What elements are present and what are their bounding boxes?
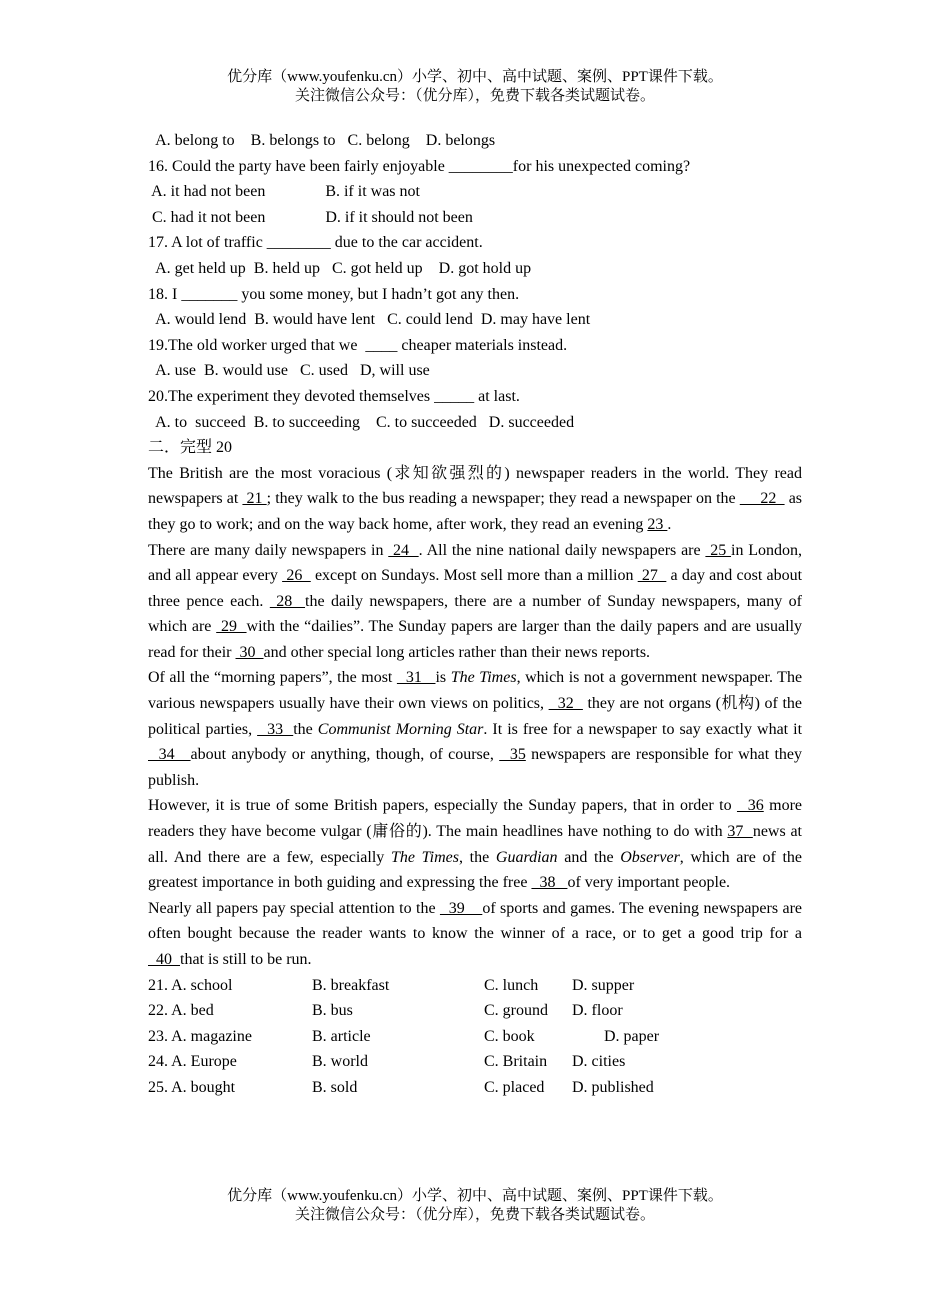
passage-text: with the “dailies”. The Sunday papers are larger than the daily papers and are usually read for their <box>148 618 803 661</box>
option-a: 25. A. bought <box>148 1078 236 1096</box>
option-b: B. breakfast <box>312 976 390 994</box>
blank-32: 32 <box>548 695 583 713</box>
option-c: C. book <box>484 1027 535 1045</box>
option-b: B. article <box>312 1027 371 1045</box>
document-body <box>148 128 802 1101</box>
passage-paragraph-5 <box>148 896 802 973</box>
option-c: C. ground <box>484 1002 548 1020</box>
title-communist-morning-star: Communist Morning Star <box>317 720 484 738</box>
option-d: D. cities <box>572 1053 626 1071</box>
q15-options: A. belong to B. belongs to C. belong D. belongs <box>148 132 496 149</box>
blank-35: 35 <box>499 746 526 764</box>
q17-options: A. get held up B. held up C. got held up D. got hold up <box>148 259 532 277</box>
option-a: 22. A. bed <box>148 1002 214 1020</box>
passage-text: , the <box>458 848 496 866</box>
blank-23: 23 <box>647 515 668 533</box>
passage-text: and other special long articles rather than their news reports. <box>263 643 651 661</box>
option-d: D. paper <box>604 1027 660 1045</box>
answer-row-24 <box>148 1049 802 1075</box>
q16-stem: 16. Could the party have been fairly enjoyable ________for his unexpected coming? <box>148 157 691 175</box>
passage-text: except on Sundays. Most sell more than a million <box>310 567 638 585</box>
header-line-2: 关注微信公众号：（优分库），免费下载各类试题试卷。 <box>294 88 655 104</box>
blank-39: 39 <box>439 899 483 917</box>
option-a: 23. A. magazine <box>148 1027 252 1045</box>
passage-paragraph-1 <box>148 461 802 538</box>
blank-38: 38 <box>531 874 568 892</box>
section-heading: 二．完型 20 <box>148 439 233 457</box>
answer-row-22 <box>148 998 802 1024</box>
title-the-times: The Times <box>390 848 459 866</box>
passage-text: Nearly all papers pay special attention to the <box>148 899 440 917</box>
blank-29: 29 <box>216 618 247 636</box>
blank-30: 30 <box>235 643 264 661</box>
blank-28: 28 <box>269 592 306 610</box>
option-b: B. sold <box>312 1078 358 1096</box>
blank-22: 22 <box>739 490 785 508</box>
option-b: B. world <box>312 1053 368 1071</box>
q20-options: A. to succeed B. to succeeding C. to succeeded D. succeeded <box>148 413 575 431</box>
passage-text: that is still to be run. <box>180 951 312 968</box>
passage-text: and the <box>557 848 621 866</box>
option-a: 24. A. Europe <box>148 1053 237 1071</box>
answer-row-25 <box>148 1075 802 1101</box>
blank-33: 33 <box>257 720 294 738</box>
q19-stem: 19.The old worker urged that we ____ cheaper materials instead. <box>148 336 568 354</box>
passage-paragraph-2 <box>148 538 802 666</box>
passage-text: . All the nine national daily newspapers are <box>418 541 706 559</box>
passage-text: newspapers are responsible for what they publish. <box>148 746 803 789</box>
passage-text: news at all. And there are a few, especially <box>148 823 802 866</box>
passage-text: . <box>667 515 672 533</box>
passage-paragraph-4 <box>148 793 802 895</box>
answer-row-21 <box>148 973 802 999</box>
q18-stem: 18. I _______ you some money, but I hadn’t got any then. <box>148 285 520 303</box>
passage-text: There are many daily newspapers in <box>148 541 389 559</box>
option-c: C. lunch <box>484 976 539 994</box>
passage-text: in London, and all appear every <box>148 541 803 585</box>
title-the-times: The Times <box>450 669 517 687</box>
footer-line-2: 关注微信公众号：（优分库），免费下载各类试题试卷。 <box>294 1207 655 1223</box>
option-b: B. bus <box>312 1002 353 1020</box>
q19-options: A. use B. would use C. used D, will use <box>148 362 430 380</box>
q18-options: A. would lend B. would have lent C. could lend D. may have lent <box>148 311 591 329</box>
option-c: C. placed <box>484 1078 545 1096</box>
title-guardian: Guardian <box>495 848 558 866</box>
blank-26: 26 <box>282 567 311 585</box>
passage-text: is <box>435 669 451 687</box>
option-d: D. supper <box>572 976 635 994</box>
q16-options-cd: C. had it not been D. if it should not been <box>148 208 473 226</box>
blank-27: 27 <box>637 567 667 585</box>
blank-36: 36 <box>736 797 764 815</box>
title-observer: Observer <box>620 848 680 866</box>
header-line-1: 优分库（www.youfenku.cn）小学、初中、高中试题、案例、PPT课件下载。 <box>227 69 723 85</box>
footer-line-1: 优分库（www.youfenku.cn）小学、初中、高中试题、案例、PPT课件下载。 <box>227 1188 723 1204</box>
passage-text: However, it is true of some British papers, especially the Sunday papers, that in order to <box>148 797 737 815</box>
blank-34: 34 <box>148 746 191 764</box>
q20-stem: 20.The experiment they devoted themselves _____ at last. <box>148 387 520 405</box>
answer-row-23 <box>148 1024 802 1050</box>
option-d: D. floor <box>572 1002 623 1020</box>
option-c: C. Britain <box>484 1053 548 1071</box>
q17-stem: 17. A lot of traffic ________ due to the car accident. <box>148 234 483 252</box>
passage-text: The British are the most voracious (求知欲强烈的) newspaper readers in the world. They read newspapers at <box>148 464 802 508</box>
page-header <box>0 68 950 106</box>
page-footer <box>0 1187 950 1225</box>
passage-text: they are not organs (机构) of the political parties, <box>148 695 802 738</box>
passage-text: , which is not a government newspaper. The various newspapers usually have their own views on politics, <box>148 669 803 713</box>
passage-text: the daily newspapers, there are a number of Sunday newspapers, many of which are <box>148 592 802 636</box>
passage-text: as they go to work; and on the way back home, after work, they read an evening <box>148 490 803 533</box>
blank-25: 25 <box>705 541 732 559</box>
blank-31: 31 <box>396 669 436 687</box>
option-a: 21. A. school <box>148 976 233 994</box>
passage-text: , which are of the greatest importance in both guiding and expressing the free <box>148 848 803 892</box>
passage-text: more readers they have become vulgar (庸俗的). The main headlines have nothing to do with <box>148 797 803 841</box>
passage-text: Of all the “morning papers”, the most <box>148 669 397 687</box>
passage-text: the <box>293 720 318 738</box>
q16-options-ab: A. it had not been B. if it was not <box>148 183 420 201</box>
blank-21: 21 <box>242 490 267 508</box>
passage-text: of sports and games. The evening newspapers are often bought because the reader wants to know the winner of a race, or to get a good trip for a <box>148 899 803 943</box>
passage-text: ; they walk to the bus reading a newspaper; they read a newspaper on the <box>266 490 740 508</box>
option-d: D. published <box>572 1078 654 1096</box>
blank-24: 24 <box>388 541 419 559</box>
blank-40: 40 <box>148 951 180 968</box>
passage-text: a day and cost about three pence each. <box>148 567 803 610</box>
passage-paragraph-3 <box>148 665 802 793</box>
passage-text: . It is free for a newspaper to say exactly what it <box>483 720 803 738</box>
passage-text: about anybody or anything, though, of course, <box>190 746 500 764</box>
blank-37: 37 <box>727 823 753 841</box>
passage-text: of very important people. <box>567 874 731 892</box>
